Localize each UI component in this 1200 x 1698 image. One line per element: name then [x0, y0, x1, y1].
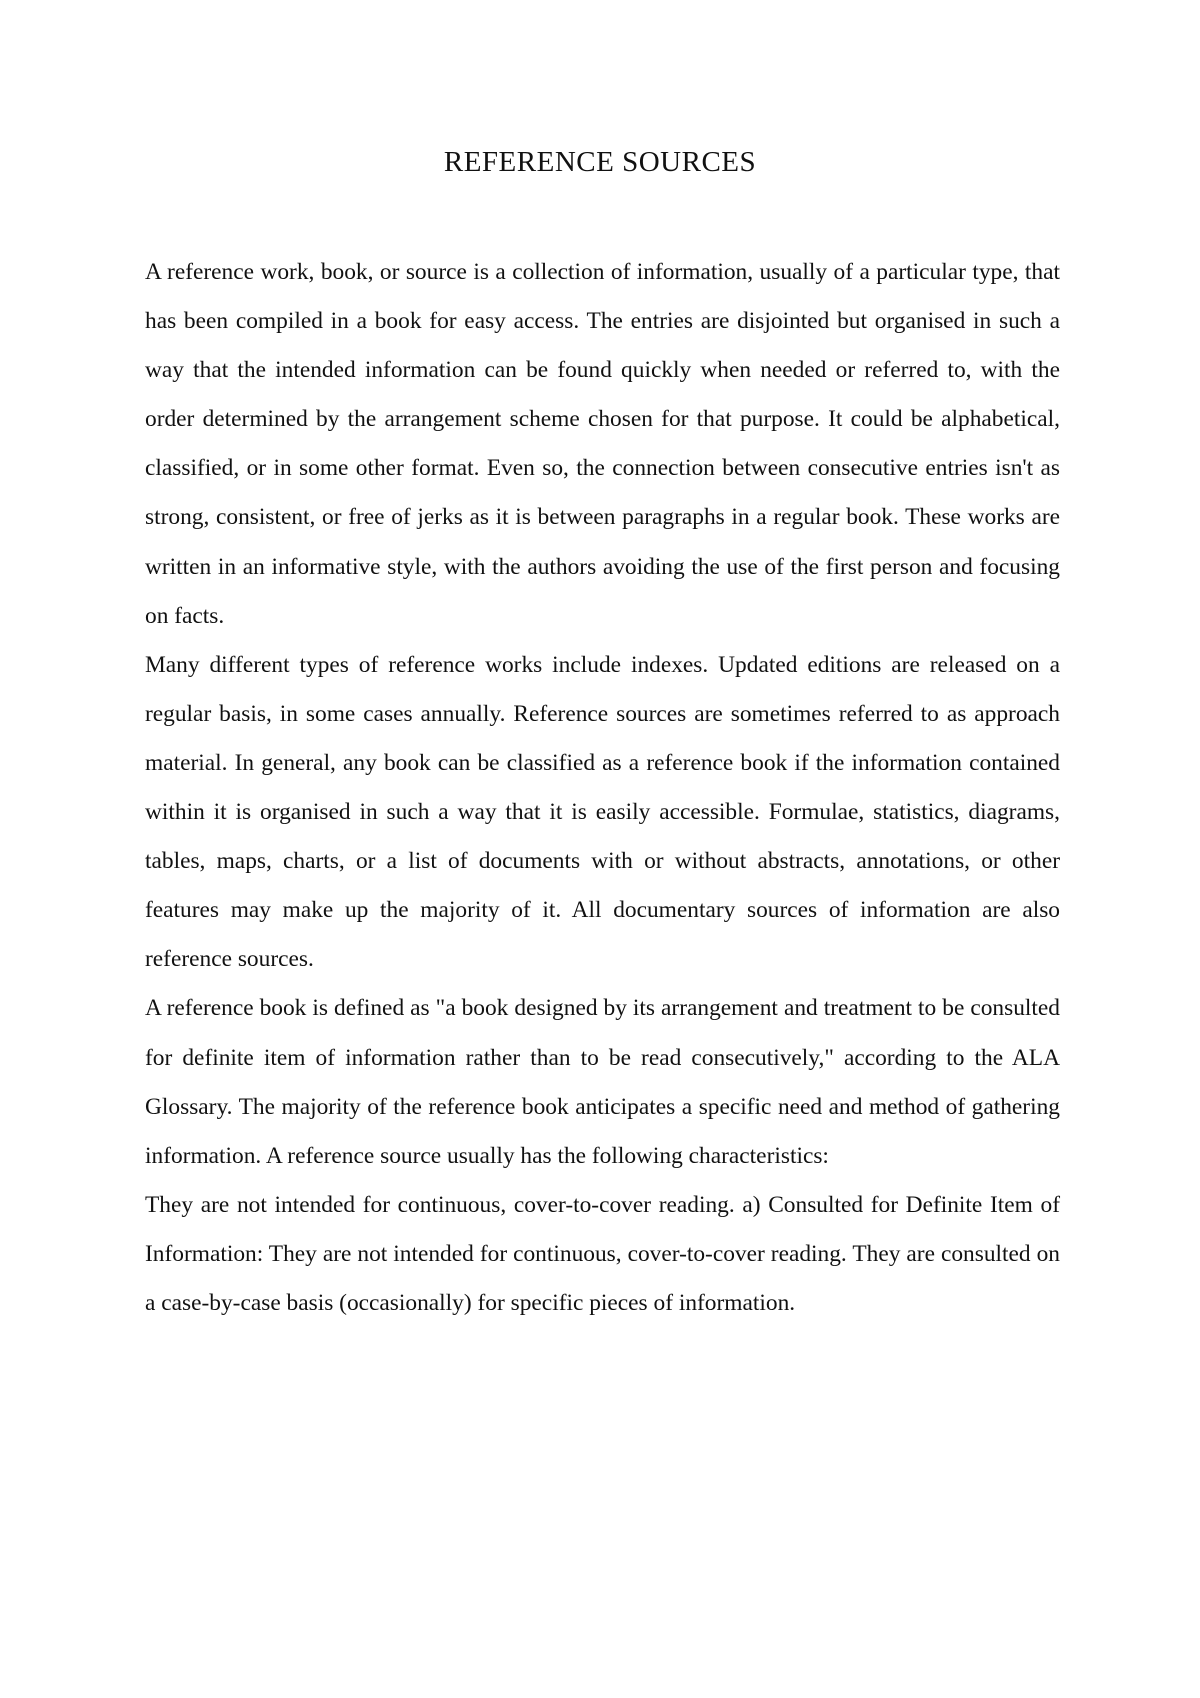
paragraph-1: A reference work, book, or source is a collection of information, usually of a particular type, that has been compiled in a book for easy access. The entries are disjointed but organised in such a way that the intended information can be found quickly when needed or referred to, with the order determined by the arrangement scheme chosen for that purpose. It could be alphabetical, classified, or in some other format. Even so, the connection between consecutive entries isn't as strong, consistent, or free of jerks as it is between paragraphs in a regular book. These works are written in an informative style, with the authors avoiding the use of the first person and focusing on facts. [145, 259, 1060, 629]
paragraph-3: A reference book is defined as "a book designed by its arrangement and treatment to be consulted for definite item of information rather than to be read consecutively," according to the ALA Glossary. The majority of the reference book anticipates a specific need and method of gathering information. A reference source usually has the following characteristics: [145, 995, 1060, 1169]
paragraph-4: They are not intended for continuous, cover-to-cover reading. a) Consulted for Definite Item of Information: They are not intended for continuous, cover-to-cover reading. They are consulted on a case-by-case basis (occasionally) for specific pieces of information. [145, 1191, 1060, 1316]
body-text [145, 248, 1060, 1328]
page-title: REFERENCE SOURCES [443, 146, 757, 178]
paragraph-2: Many different types of reference works include indexes. Updated editions are released on a regular basis, in some cases annually. Reference sources are sometimes referred to as approach material. In general, any book can be classified as a reference book if the information contained within it is organised in such a way that it is easily accessible. Formulae, statistics, diagrams, tables, maps, charts, or a list of documents with or without abstracts, annotations, or other features may make up the majority of it. All documentary sources of information are also reference sources. [145, 651, 1060, 973]
